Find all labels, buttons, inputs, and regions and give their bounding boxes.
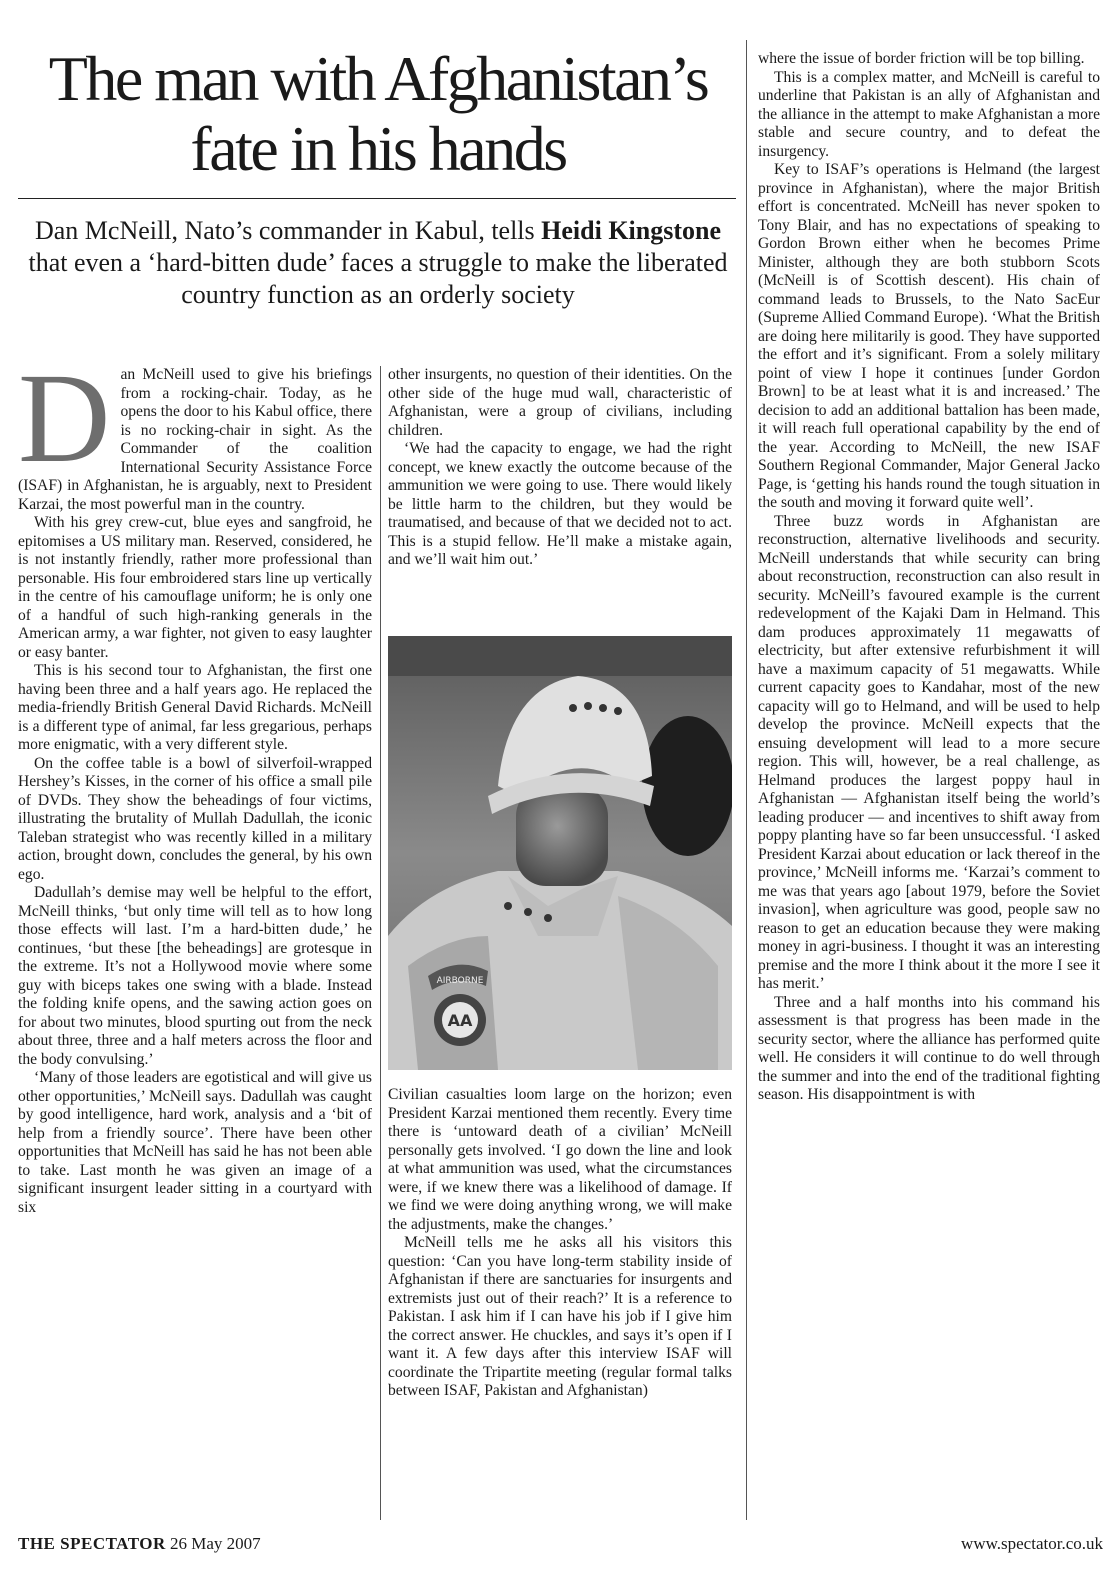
article-column-1 (18, 347, 372, 1217)
publication-name: THE SPECTATOR (18, 1534, 166, 1553)
insignia-text: AA (447, 1011, 473, 1030)
column-rule-2 (746, 40, 747, 1520)
headline-rule (18, 198, 736, 199)
photo-illustration (388, 636, 732, 1070)
headline (18, 44, 738, 184)
paragraph (18, 347, 372, 514)
paragraph: Dadullah’s demise may well be helpful to the effort, McNeill thinks, ‘but only time will tell as to how long those effects will last. I’m a hard-bitten dude,’ he continues, ‘but these [the beheadings] are grotesque in the extreme. It’s not a Hollywood movie where some guy with biceps takes one swing with a blade. Instead the folding knife opens, and the sawing action goes on for about two minutes, blood spurting out from the neck about three, three and a half meters across the floor and the body convulsing.’ (18, 884, 372, 1068)
paragraph: Civilian casualties loom large on the horizon; even President Karzai mentioned them recently. Every time there is ‘untoward death of a civilian’ McNeill personally gets involved. ‘I go down the line and look at what ammunition was used, what the circumstances were, if we knew there was a likelihood of damage. If we find we were doing anything wrong, we will make the adjustments, make the changes.’ (388, 1086, 732, 1233)
article-column-2 (388, 366, 732, 570)
paragraph: This is his second tour to Afghanistan, the first one having been three and a half years ago. He replaced the media-friendly British General David Richards. McNeill is a different type of animal, far less gregarious, perhaps more enigmatic, with a very different style. (18, 662, 372, 753)
paragraph: On the coffee table is a bowl of silverfoil-wrapped Hershey’s Kisses, in the corner of his office a small pile of DVDs. They show the beheadings of four victims, illustrating the brutality of Mullah Dadullah, the iconic Taleban strategist who was recently killed in a military action, brought down, concludes the general, by his own ego. (18, 754, 372, 883)
paragraph: McNeill tells me he asks all his visitors this question: ‘Can you have long-term stability inside of Afghanistan if there are sanctuaries for insurgents and extremists just out of their reach?’ It is a reference to Pakistan. I ask him if I can have his job if I give him the correct answer. He chuckles, and says it’s open if I want it. A few days after this interview ISAF will coordinate the Tripartite meeting (regular formal talks between ISAF, Pakistan and Afghanistan) (388, 1234, 732, 1399)
standfirst-author: Heidi Kingstone (541, 216, 722, 245)
publication-date: 26 May 2007 (169, 1534, 261, 1553)
standfirst-pre: Dan McNeill, Nato’s commander in Kabul, tells (34, 216, 542, 245)
column-rule-1 (380, 366, 381, 1520)
paragraph: Three buzz words in Afghanistan are reconstruction, alternative livelihoods and security. McNeill understands that while security can bring about reconstruction, reconstruction can also result in security. McNeill’s favoured example is the current redevelopment of the Kajaki Dam in Helmand. This dam produces approximately 11 megawatts of electricity, but after extensive refurbishment it will have a maximum capacity of 51 megawatts. While current capacity goes to Kandahar, most of the new capacity will go to Helmand, and will be used to help develop the province. McNeill expects that the ensuing development will lead to a more secure region. This will, however, be a real challenge, as Helmand produces the largest poppy haul in Afghanistan — Afghanistan itself being the world’s leading producer — and incentives to shift away from poppy planting have so far been unsuccessful. ‘I asked President Karzai about education or lack thereof in the province,’ McNeill informs me. ‘Karzai’s comment to me was that years ago [about 1979, before the Soviet invasion], when agriculture was good, people saw no reason to get an education because they were making money in agri-business. I thought it was an interesting premise and the more I think about it the more I see it has merit.’ (758, 512, 1100, 992)
paragraph: With his grey crew-cut, blue eyes and sangfroid, he epitomises a US military man. Reserved, considered, he is not instantly friendly, rather more professional than personable. His four embroidered stars line up vertically in the centre of his camouflage uniform; he is only one of a handful of such high-ranking generals in the American army, a war fighter, not given to easy laughter or easy banter. (18, 514, 372, 661)
article-column-3 (758, 50, 1100, 1105)
paragraph: other insurgents, no question of their identities. On the other side of the huge mud wall, characteristic of Afghanistan, were a group of civilians, including children. (388, 366, 732, 439)
paragraph: ‘We had the capacity to engage, we had the right concept, we knew exactly the outcome because of the ammunition we were going to use. There would likely be little harm to the children, but they would be traumatised, and because of that we decided not to act. This is a stupid fellow. He’ll make a mistake again, and we’ll wait him out.’ (388, 440, 732, 568)
paragraph: ‘Many of those leaders are egotistical and will give us other opportunities,’ McNeill says. Dadullah was caught by good intelligence, hard work, analysis and a ‘bit of help from a friendly source’. There have been other opportunities that McNeill has said he has not been able to take. Last month he was given an image of a significant insurgent leader sitting in a courtyard with six (18, 1069, 372, 1216)
paragraph: Three and a half months into his command his assessment is that progress has been made in the security sector, where the alliance has performed quite well. He considers it will continue to do well through the summer and into the end of the traditional fighting season. His disappointment is with (758, 993, 1100, 1103)
general-photo (388, 636, 732, 1070)
paragraph-text: an McNeill used to give his briefings from a rocking-chair. Today, as he opens the door to his Kabul office, there is no rocking-chair in sight. As the Commander of the coalition International Security Assistance Force (ISAF) in Afghanistan, he is arguably, next to President Karzai, the most powerful man in the country. (18, 366, 372, 513)
drop-cap: D (18, 347, 111, 489)
headline-line-2: fate in his hands (190, 113, 566, 184)
headline-line-1: The man with Afghanistan’s (48, 43, 708, 114)
footer-publication (18, 1534, 261, 1554)
standfirst-post: that even a ‘hard-bitten dude’ faces a struggle to make the liberated country function as an orderly society (28, 248, 728, 309)
paragraph: This is a complex matter, and McNeill is careful to underline that Pakistan is an ally of Afghanistan and the alliance in the attempt to make Afghanistan a more stable and secure country, and to defeat the insurgency. (758, 68, 1100, 160)
paragraph: where the issue of border friction will be top billing. (758, 50, 1085, 67)
footer-url: www.spectator.co.uk (961, 1534, 1103, 1553)
patch-text: AIRBORNE (436, 976, 484, 986)
standfirst (18, 215, 738, 311)
paragraph: Key to ISAF’s operations is Helmand (the largest province in Afghanistan), where the major British effort is concentrated. McNeill has never spoken to Tony Blair, and has no expectations of speaking to Gordon Brown either when he becomes Prime Minister, although they are both stubborn Scots (McNeill is of Scottish descent). His chain of command leads to Brussels, to the Nato SacEur (Supreme Allied Command Europe). ‘What the British are doing here militarily is good. They have supported the effort and it’s significant. From a solely military point of view I hope it continues [under Gordon Brown] to be at least what it is and increased.’ The decision to add an additional battalion has been made, it will reach full operational capability by the end of the year. According to McNeill, the new ISAF Southern Regional Commander, Major General Jacko Page, is ‘getting his hands round the tough situation in the south and moving it forward quite well’. (758, 161, 1100, 511)
article-column-2-lower (388, 1086, 732, 1401)
